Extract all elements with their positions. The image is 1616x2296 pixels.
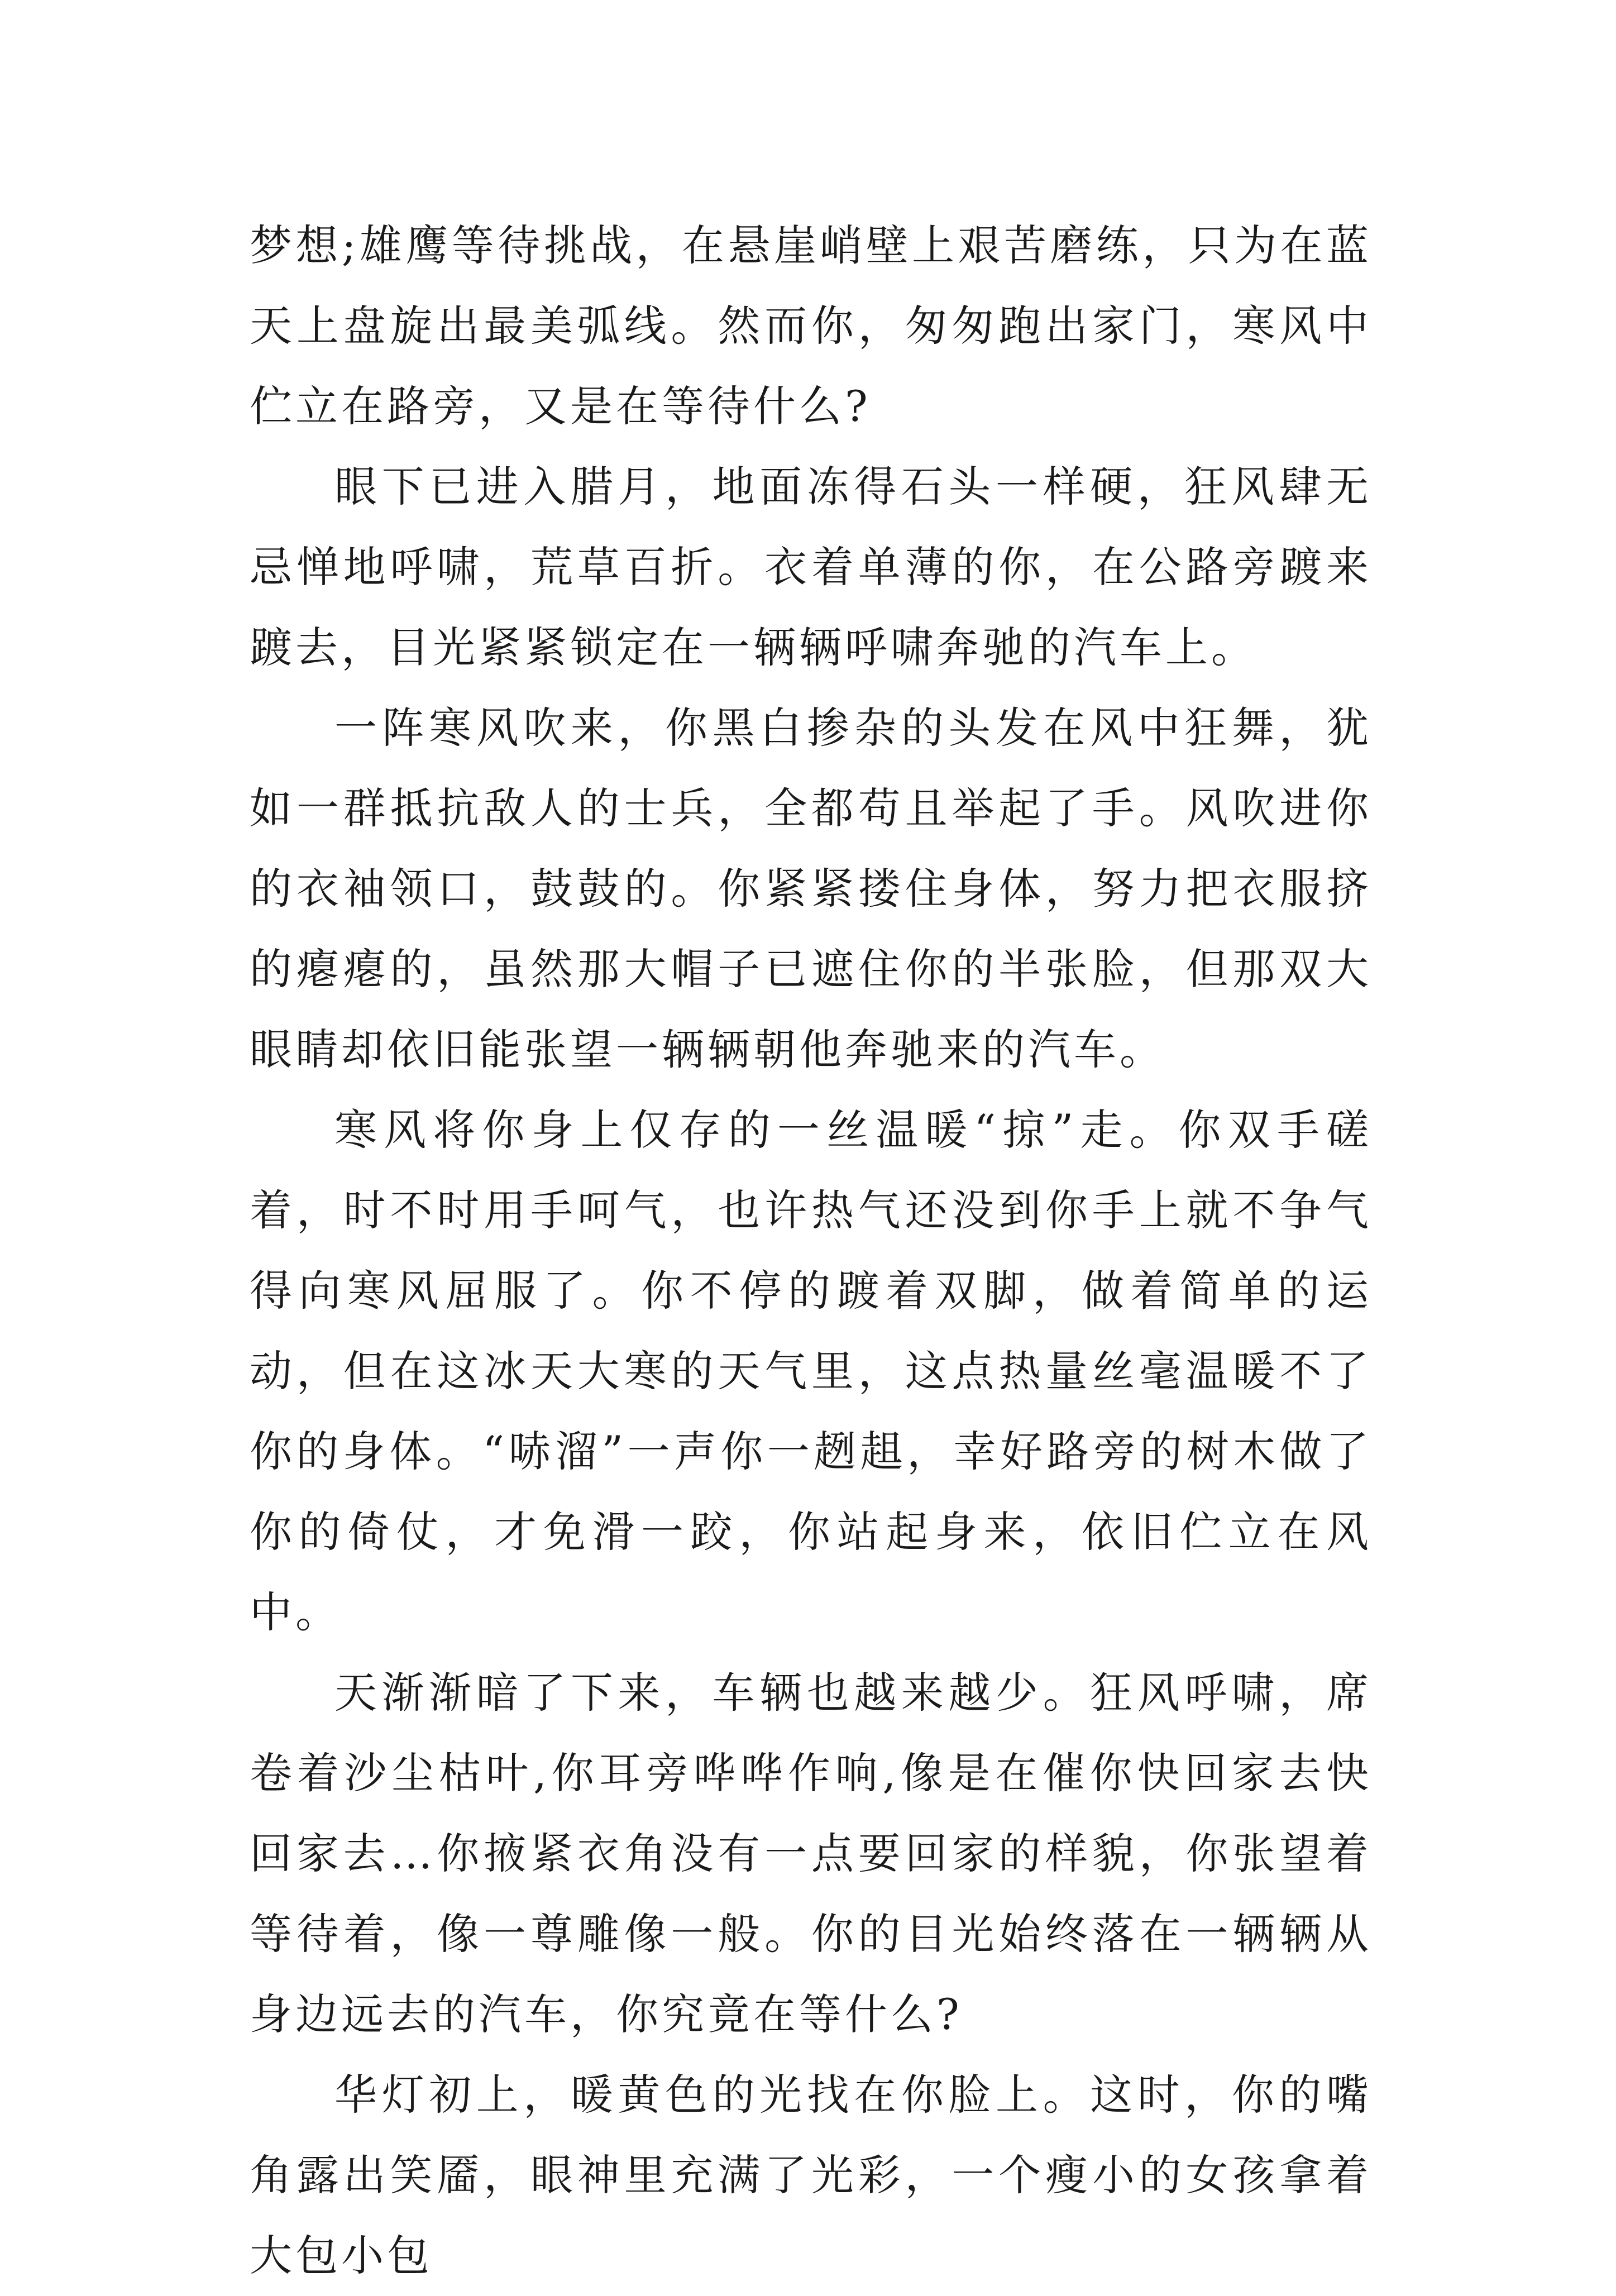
paragraph-4: 寒风将你身上仅存的一丝温暖“掠”走。你双手磋着，时不时用手呵气，也许热气还没到你手上就不争气得向寒风屈服了。你不停的踱着双脚，做着简单的运动，但在这冰天大寒的天气里，这点热量丝毫温暖不了你的身体。“哧溜”一声你一趔趄，幸好路旁的树木做了你的倚仗，才免滑一跤，你站起身来，依旧伫立在风中。 <box>250 1105 1372 1637</box>
paragraph-1: 梦想;雄鹰等待挑战，在悬崖峭壁上艰苦磨练，只为在蓝天上盘旋出最美弧线。然而你，匆匆跑出家门，寒风中伫立在路旁，又是在等待什么? <box>250 221 1372 431</box>
essay-body <box>250 205 1372 2296</box>
paragraph-5: 天渐渐暗了下来，车辆也越来越少。狂风呼啸，席卷着沙尘枯叶,你耳旁哗哗作响,像是在催你快回家去快回家去…你掖紧衣角没有一点要回家的样貌，你张望着等待着，像一尊雕像一般。你的目光始终落在一辆辆从身边远去的汽车，你究竟在等什么? <box>250 1668 1372 2039</box>
paragraph-2: 眼下已进入腊月，地面冻得石头一样硬，狂风肆无忌惮地呼啸，荒草百折。衣着单薄的你，在公路旁踱来踱去，目光紧紧锁定在一辆辆呼啸奔驰的汽车上。 <box>250 462 1372 672</box>
paragraph-3: 一阵寒风吹来，你黑白掺杂的头发在风中狂舞，犹如一群抵抗敌人的士兵，全都苟且举起了手。风吹进你的衣袖领口，鼓鼓的。你紧紧搂住身体，努力把衣服挤的瘪瘪的，虽然那大帽子已遮住你的半张脸，但那双大眼睛却依旧能张望一辆辆朝他奔驰来的汽车。 <box>250 703 1372 1074</box>
paragraph-6: 华灯初上，暖黄色的光找在你脸上。这时，你的嘴角露出笑靥，眼神里充满了光彩，一个瘦小的女孩拿着大包小包 <box>250 2070 1372 2280</box>
